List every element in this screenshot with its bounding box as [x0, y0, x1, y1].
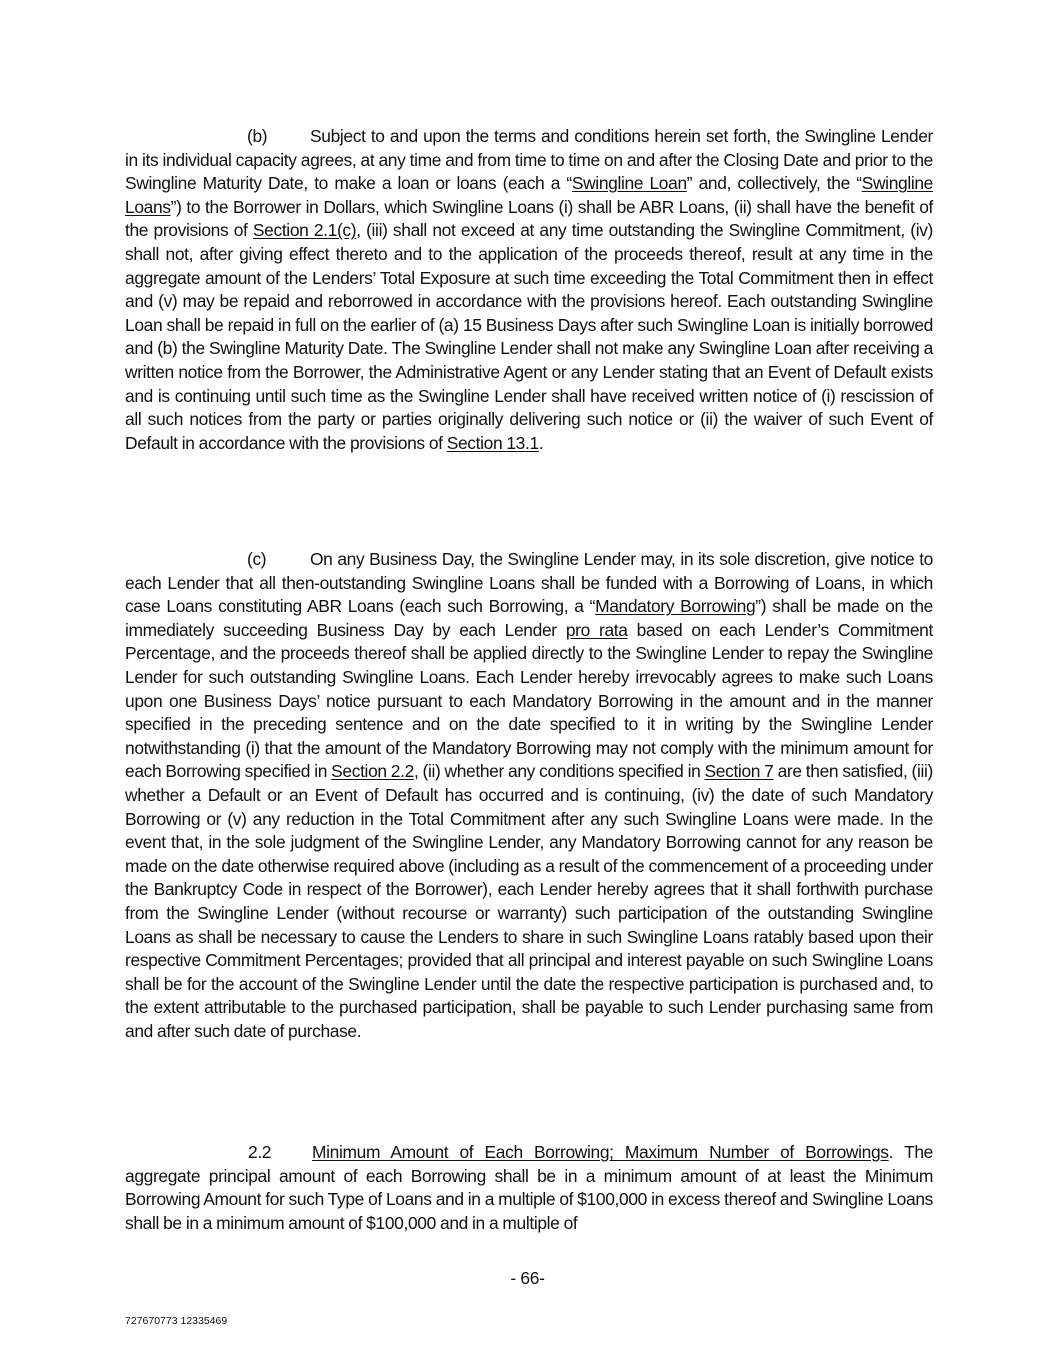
section-2-2: [125, 1141, 933, 1235]
section-heading: Minimum Amount of Each Borrowing; Maximum Number of Borrowings: [312, 1142, 889, 1162]
term-pro-rata: pro rata: [565, 619, 628, 640]
defined-term-swingline-loan: Swingline Loan: [571, 173, 687, 194]
document-id: 727670773 12335469: [125, 1315, 228, 1327]
paragraph-text: , (iii) shall not exceed at any time outstanding the Swingline Commitment, (iv) shall not, after giving effect thereto and to the application of the proceeds thereof, result at any time in the aggregate amount of the Lenders’ Total Exposure at such time exceeding the Total Commitment then in effect and (v) may be repaid and reborrowed in accordance with the provisions hereof. Each outstanding Swingline Loan shall be repaid in full on the earlier of (a) 15 Business Days after such Swingline Loan is initially borrowed and (b) the Swingline Maturity Date. The Swingline Lender shall not make any Swingline Loan after receiving a written notice from the Borrower, the Administrative Agent or any Lender stating that an Event of Default exists and is continuing until such time as the Swingline Lender shall have received written notice of (i) rescission of all such notices from the party or parties originally delivering such notice or (ii) the waiver of such Event of Default in accordance with the provisions of: [125, 220, 933, 453]
paragraph-text: , (ii) whether any conditions specified in: [413, 761, 705, 782]
section-reference-13-1[interactable]: Section 13.1: [446, 432, 539, 453]
section-text: The aggregate principal amount of each Borrowing shall be in a minimum amount of at least the Minimum Borrowing Amount for such Type of Loans and in a multiple of $100,000 in excess thereof and Swingline Loans shall be in a minimum amount of $100,000 and in a multiple of: [125, 1142, 933, 1233]
paragraph-text: On any Business Day, the Swingline Lender may, in its sole discretion, give notice to each Lender that all then-outstanding Swingline Loans shall be funded with a Borrowing of Loans, in which case Loans constituting ABR Loans (each such Borrowing, a “: [125, 549, 933, 617]
section-heading-period: .: [888, 1142, 894, 1162]
paragraph-label: (c): [247, 549, 267, 569]
section-reference-7[interactable]: Section 7: [704, 761, 774, 782]
section-reference-2-1-c[interactable]: Section 2.1(c): [252, 220, 357, 241]
defined-term-mandatory-borrowing: Mandatory Borrowing: [595, 596, 756, 617]
paragraph-text: ”) shall be made on the immediately succeeding Business Day by each Lender: [125, 596, 933, 640]
paragraph-label: (b): [247, 126, 268, 146]
paragraph-c: [125, 548, 933, 1043]
paragraph-text: based on each Lender’s Commitment Percentage, and the proceeds thereof shall be applied directly to the Swingline Lender to repay the Swingline Lender for such outstanding Swingline Loans. Each Lender hereby irrevocably agrees to make such Loans upon one Business Days’ notice pursuant to each Mandatory Borrowing in the amount and in the manner specified in the preceding sentence and on the date specified to it in writing by the Swingline Lender notwithstanding (i) that the amount of the Mandatory Borrowing may not comply with the minimum amount for each Borrowing specified in: [125, 619, 933, 782]
paragraph-b: [125, 125, 933, 455]
paragraph-text: ”) to the Borrower in Dollars, which Swingline Loans (i) shall be ABR Loans, (ii) shall have the benefit of the provisions of: [125, 196, 933, 241]
section-reference-2-2[interactable]: Section 2.2: [331, 761, 414, 782]
paragraph-text: ” and, collectively, the “: [686, 173, 862, 194]
defined-term-swingline-loans: Swingline Loans: [125, 173, 934, 217]
paragraph-text: are then satisfied, (iii) whether a Default or an Event of Default has occurred and is continuing, (iv) the date of such Mandatory Borrowing or (v) any reduction in the Total Commitment after any such Swingline Loans were made. In the event that, in the sole judgment of the Swingline Lender, any Mandatory Borrowing cannot for any reason be made on the date otherwise required above (including as a result of the commencement of a proceeding under the Bankruptcy Code in respect of the Borrower), each Lender hereby agrees that it shall forthwith purchase from the Swingline Lender (without recourse or warranty) such participation of the outstanding Swingline Loans as shall be necessary to cause the Lenders to share in such Swingline Loans ratably based upon their respective Commitment Percentages; provided that all principal and interest payable on such Swingline Loans shall be for the account of the Swingline Lender until the date the respective participation is purchased and, to the extent attributable to the purchased participation, shall be payable to such Lender purchasing same from and after such date of purchase.: [125, 761, 933, 1041]
paragraph-text: .: [538, 432, 544, 453]
page-number: - 66-: [510, 1268, 545, 1288]
paragraph-text: Subject to and upon the terms and conditions herein set forth, the Swingline Lender in its individual capacity agrees, at any time and from time to time on and after the Closing Date and prior to the Swingline Maturity Date, to make a loan or loans (each a “: [125, 126, 933, 194]
section-number: 2.2: [248, 1142, 272, 1162]
